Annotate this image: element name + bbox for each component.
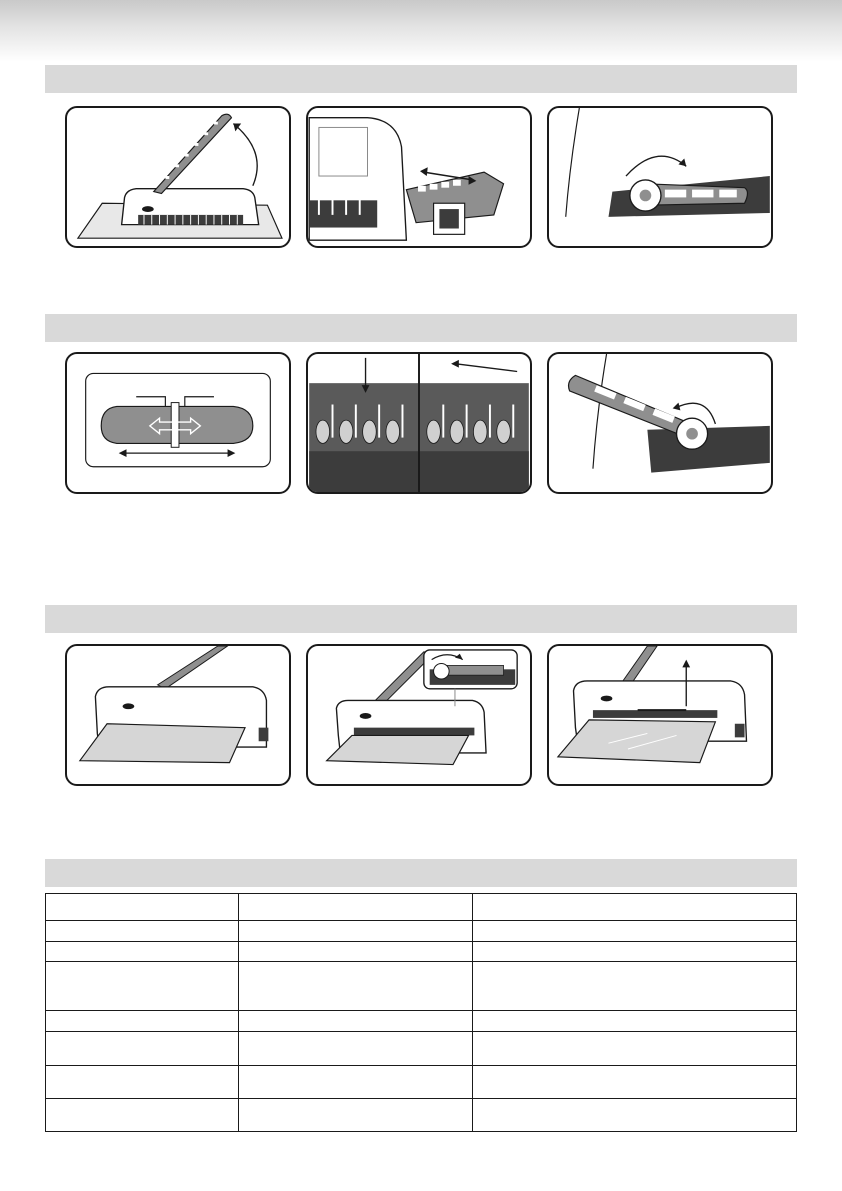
table-cell — [239, 894, 473, 921]
table-cell — [239, 1011, 473, 1032]
table-cell — [46, 962, 239, 1011]
illustration-machine-handle-raised — [65, 106, 291, 248]
illustration-paper-inserted — [65, 644, 291, 786]
illustration-lever-rotate-back — [547, 352, 773, 494]
table-cell — [239, 942, 473, 962]
table-row — [46, 894, 797, 921]
table-row — [46, 1066, 797, 1099]
section-1-heading-bar — [45, 65, 797, 93]
table-cell — [239, 1032, 473, 1066]
illustration-bound-document-lifted — [547, 644, 773, 786]
table-row — [46, 962, 797, 1011]
page-header-gradient — [0, 0, 842, 62]
table-cell — [46, 1066, 239, 1099]
table-cell — [46, 1011, 239, 1032]
table-cell — [46, 1099, 239, 1132]
table-cell — [239, 921, 473, 942]
table-cell — [473, 894, 797, 921]
section-2-heading-bar — [45, 314, 797, 342]
table-cell — [473, 942, 797, 962]
section-3-heading-bar — [45, 605, 797, 633]
table-cell — [46, 894, 239, 921]
table-cell — [239, 1099, 473, 1132]
spec-table — [45, 893, 797, 1132]
table-cell — [473, 1099, 797, 1132]
table-row — [46, 1099, 797, 1132]
table-cell — [473, 1011, 797, 1032]
illustration-width-gauge — [65, 352, 291, 494]
table-cell — [473, 1066, 797, 1099]
illustration-adjuster-slide — [306, 106, 532, 248]
table-row — [46, 1032, 797, 1066]
table-cell — [46, 1032, 239, 1066]
table-cell — [46, 921, 239, 942]
table-cell — [473, 921, 797, 942]
table-cell — [473, 1032, 797, 1066]
table-row — [46, 921, 797, 942]
table-cell — [46, 942, 239, 962]
table-row — [46, 942, 797, 962]
table-row — [46, 1011, 797, 1032]
illustration-paper-punched-inset — [306, 644, 532, 786]
table-cell — [239, 1066, 473, 1099]
illustration-lever-rotate-clockwise — [547, 106, 773, 248]
illustration-comb-rollers — [306, 352, 532, 494]
table-cell — [473, 962, 797, 1011]
table-cell — [239, 962, 473, 1011]
spec-table-heading-bar — [45, 859, 797, 887]
